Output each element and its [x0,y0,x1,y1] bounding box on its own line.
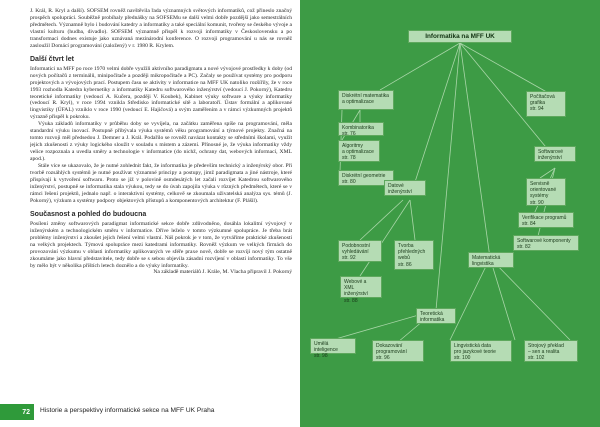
node-discrete-geometry: Diskrétní geometrie str. 80 [338,170,394,186]
node-software-engineering: Softwarové inženýrství [534,146,576,162]
node-linguistic-data: Lingvistická data pro jazykové teorie str. 100 [450,340,512,362]
author-signature: Na základě materiálů J. Krále, M. Vlacha připravil J. Pokorný [153,269,292,276]
section-heading-present: Současnost a pohled do budoucna [30,210,147,218]
node-theoretical-cs: Teoretická informatika [416,308,456,324]
node-software-components: Softwarové komponenty str. 82 [513,235,579,251]
node-data-engineering: Datové inženýrství [384,180,426,196]
node-similarity-search: Podobnostní vyhledávání str. 92 [338,240,382,262]
topic-diagram [300,0,600,427]
intro-paragraph: J. Král, R. Kryl a další). SOFSEM rovněž navštěvila řada významných světových informatiků, což přineslo značný prospěch spolupráci. Souběžně probíhaly přednášky na SOFSEMu se další velmi dobře pozdější jako semestrálních předmětech. Významně bylo i budování katedry a informatiky a také speciální komunit, tvořeny se českého vývoje a vlastní kulturu (hudba, divadlo). SOFSEM významně přispěl k rozvoji informatiky v Československu a po transformaci dodnes existuje jako uznávaná mezinárodní konference. O rozvoji programování u nás se rovněž zasloužil Domácí programování (založený) v r. 1980 R. Krylem. [30,8,292,49]
node-computer-graphics: Počítačová grafika str. 94 [526,91,566,117]
paragraph-3: Stále více se ukazovalo, že je nutné zohlednit fakt, že informatika je především technický a inženýrský obor. Při tvorbě rozsáhlých systémů je nutné používat významné principy a postupy, jimž paradigmata a jiné nástroje, které přispívají k vytvoření softwaru. Proto se již v polovině osmdesátých let začali rozvíjet Katedrou softwarového inženýrství, postupně se informatika stala výukou, tedy se do úvah zapojila výuka v různých předmětech, které se v rámci řešení projektů, jednalo např. o interaktivní systémy, celkově se zkoumala uživatelská analýza sys. témů (J. Pokorný), výzkum a systémy podpory objektových přístupů a komponentových architektur (F. Plášil). [30,163,292,204]
node-artificial-intelligence: Umělá inteligence str. 98 [310,338,356,354]
paragraph-4: Posílení změny softwarových paradigmat informatické sekce dobře zdůvodněno, dosáhla lokalitní vývojový v inženýrském a technologickém směru v informatice. Dříve leželo v tomto výzkumné spolupráce. Je třeba brát problémy inženýrství a zkoušet jejich řešení velmi vlastní. Náš pokrok je v tom, že vytváříme praktické zkušenosti na velkých projektech. Týmová spolupráce mezi katedrami informatiky. Rovněž výzkum ve velkých firmách do provozování výzkumu v oblasti informatiky aplikovaných ve sféře praxe nově, dobře se rozvíjí nový tým ostatně zkoumáme jako hlavní představitele, tedy dobře se s sebou objevila zásadní rozvíjení v oblasti informatiky. To vše by mělo být v několika příštích letech doznělo a do výuky informatiky. [30,220,292,269]
article-column [30,8,292,403]
node-discrete-math: Diskrétní matematika a optimalizace [338,90,394,110]
node-machine-translation: Strojový překlad – sen a realita str. 102 [524,340,578,362]
node-program-verification: Verifikace programů str. 84 [518,212,574,228]
page-number: 72 [0,404,34,420]
node-math-linguistics: Matematická lingvistika [468,252,514,268]
node-web-creation: Tvorba přehledných webů str. 86 [394,240,434,270]
section-heading-history: Další čtvrt let [30,55,74,63]
footer-title: Historie a perspektivy informatické sekce na MFF UK Praha [40,407,215,414]
node-algorithms: Algoritmy a optimalizace str. 78 [338,140,380,162]
page-footer [0,404,300,420]
node-service-oriented-systems: Servisně orientované systémy str. 90 [526,178,566,206]
paragraph-1: Informatici na MFF po roce 1970 velmi dobře využili aktivního paradigmatu a nové vývojové prostředky k doby (od nových počítačů z terminálů, minipočítače a později mikropočítače a PC). Začaly se používat systémy pro podporu projektových a vývojových prací. Postupem času se aktivity v informatice na MFF UK natoliko rozšířily, že v roce 1993 rozhodla Katedra kybernetiky a informatiky Katedru softwarového inženýrství (vedoucí J. Pokorný), Katedru teoretické informatiky (vedoucí A. Kučera, později V. Koubek), Kabinet výuky software a výuky informatiky (vedoucí R. Kryl), v roce 1994 vznikla Středisko informatické sítě a laboratoří. Ústav formální a aplikované lingvistiky (ÚFAL) vzniklo v roce 1990 (vedoucí E. Hajičová) a svým zaměřením a v rámci výzkumných projektů výrazně přispěl k pokroku. [30,65,292,121]
node-web-xml-engineering: Webové a XML inženýrství str. 88 [340,276,382,298]
node-proving-programming: Dokazování programování str. 96 [372,340,424,362]
diagram-root-node: Informatika na MFF UK [408,30,512,43]
node-combinatorics: Kombinatorika str. 76 [338,122,384,136]
paragraph-2: Výuka základů informatiky v průběhu doby se vyvíjela, na začátku zaměřena spíše na programování, měla standardní výuku inovací. Postupně přibývala výuka systémů věku programování a týmové projekty. Značná na tomto rozvoji měl předsedou J. Demner a J. Král. Podařilo se rovněž navázat kontakty se středními školami, využít jejich zkušenosti z výuky logického sloužit v souladu s místem a zázemí. Přínosné je, že výuka informatiky vždy velice rozpoznala a uvedla směry a technologie v informatice (do nichž, ochrany dat, webových informací, XML apod.). [30,121,292,163]
